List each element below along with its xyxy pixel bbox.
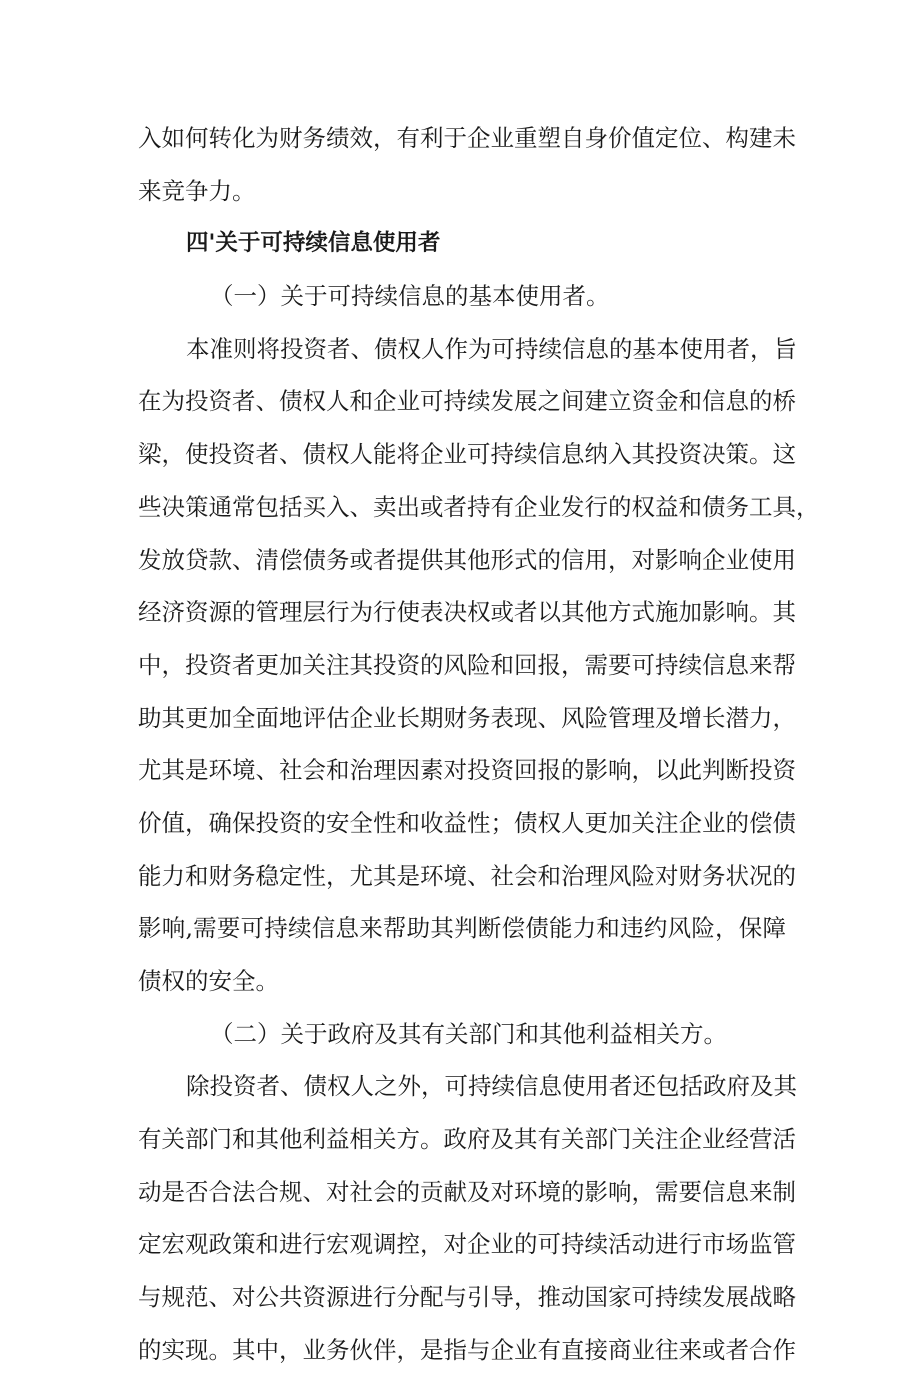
paragraph-line: 价值，确保投资的安全性和收益性；债权人更加关注企业的偿债 xyxy=(138,808,796,837)
paragraph-line: 与规范、对公共资源进行分配与引导，推动国家可持续发展战略 xyxy=(138,1283,796,1312)
paragraph-line: 本准则将投资者、债权人作为可持续信息的基本使用者，旨 xyxy=(186,334,797,363)
paragraph-line: 助其更加全面地评估企业长期财务表现、风险管理及增长潜力， xyxy=(138,703,796,732)
paragraph-line: 定宏观政策和进行宏观调控，对企业的可持续活动进行市场监管 xyxy=(138,1230,796,1259)
paragraph-line: 的实现。其中，业务伙伴，是指与企业有直接商业往来或者合作 xyxy=(138,1335,796,1364)
document-body xyxy=(138,112,820,1377)
paragraph-line: 发放贷款、清偿债务或者提供其他形式的信用，对影响企业使用 xyxy=(138,545,796,574)
paragraph-line: 梁，使投资者、债权人能将企业可持续信息纳入其投资决策。这 xyxy=(138,440,796,469)
subsection-heading: （二）关于政府及其有关部门和其他利益相关方。 xyxy=(210,1019,727,1048)
paragraph-line: 入如何转化为财务绩效，有利于企业重塑自身价值定位、构建未 xyxy=(138,124,796,152)
paragraph-line: 尤其是环境、社会和治理因素对投资回报的影响，以此判断投资 xyxy=(138,756,796,785)
paragraph-line: 来竞争力。 xyxy=(138,176,256,205)
paragraph-line: 在为投资者、债权人和企业可持续发展之间建立资金和信息的桥 xyxy=(138,387,796,416)
paragraph-line: 除投资者、债权人之外，可持续信息使用者还包括政府及其 xyxy=(186,1072,797,1101)
paragraph-line: 有关部门和其他利益相关方。政府及其有关部门关注企业经营活 xyxy=(138,1125,796,1154)
section-heading: 四'关于可持续信息使用者 xyxy=(186,230,441,257)
paragraph-line: 经济资源的管理层行为行使表决权或者以其他方式施加影响。其 xyxy=(138,598,796,627)
subsection-heading: （一）关于可持续信息的基本使用者。 xyxy=(210,282,610,311)
paragraph-line: 能力和财务稳定性，尤其是环境、社会和治理风险对财务状况的 xyxy=(138,861,796,890)
paragraph-line: 债权的安全。 xyxy=(138,967,279,995)
paragraph-line: 影响,需要可持续信息来帮助其判断偿债能力和违约风险，保障 xyxy=(138,914,786,943)
paragraph-line: 动是否合法合规、对社会的贡献及对环境的影响，需要信息来制 xyxy=(138,1177,796,1206)
paragraph-line: 些决策通常包括买入、卖出或者持有企业发行的权益和债务工具， xyxy=(138,492,820,521)
paragraph-line: 中，投资者更加关注其投资的风险和回报，需要可持续信息来帮 xyxy=(138,650,796,679)
